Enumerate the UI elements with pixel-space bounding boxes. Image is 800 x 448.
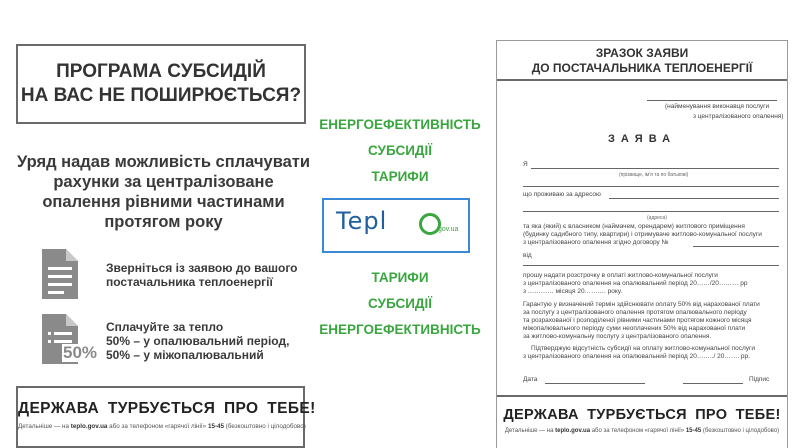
left-subtitle — [16, 152, 311, 232]
step2-line: 50% – у опалювальний період, — [106, 334, 290, 348]
name-line — [531, 168, 779, 169]
vid-label: від — [523, 252, 532, 259]
confirm-line: з централізованого опалення на опалювальний період 20……../ 20……. рр. — [523, 353, 750, 360]
center-word-bottom-3: ЕНЕРГОЕФЕКТИВНІСТЬ — [319, 322, 481, 337]
name-line-2 — [523, 186, 779, 187]
application-form-sample — [496, 40, 788, 448]
request-line: з централізованого опалення на опалювальний період 20……/20……… рр — [523, 280, 748, 287]
date-label: Дата — [523, 376, 538, 383]
form-footer-note-phone: 15-45 — [685, 428, 702, 434]
form-footer-box — [497, 395, 787, 448]
request-line: з ………… місяця 20………. року. — [523, 288, 623, 295]
form-title — [497, 41, 787, 81]
teplo-logo — [322, 198, 470, 253]
footer-note-post: (безкоштовно і цілодобово) — [225, 423, 306, 430]
recipient-hint-1: (найменування виконавця послуги — [665, 103, 770, 110]
address-line — [609, 198, 779, 199]
guarantee-line: за послугу з централізованого опалення протягом опалювального періоду — [523, 309, 747, 316]
step1-line: Зверніться із заявою до вашого — [106, 261, 298, 275]
center-word-top-1: ЕНЕРГОЕФЕКТИВНІСТЬ — [319, 117, 481, 132]
owner-line: (будинку садибного типу, квартири) і отримуваче житлово-комунальної послуги — [523, 231, 762, 238]
subtitle-line: Уряд надав можливість сплачувати — [16, 153, 311, 171]
guarantee-line: за житлово-комунальну послугу з централізованого опалення. — [523, 333, 712, 340]
step-pay — [40, 312, 310, 372]
recipient-line — [647, 100, 777, 101]
step2-line: 50% – у міжопалювальний — [106, 348, 264, 362]
form-title-line2: ДО ПОСТАЧАЛЬНИКА ТЕПЛОЕНЕРГІЇ — [531, 61, 753, 75]
recipient-hint-2: з централізованого опалення) — [693, 113, 784, 120]
guarantee-line: міжопалювального періоду суми неоплачених 50% від нарахованої плати — [523, 325, 746, 332]
address-hint: (адреса) — [647, 215, 667, 221]
percent-badge: 50% — [63, 343, 98, 362]
subtitle-line: опалення рівними частинами — [42, 193, 285, 211]
footer-note-pre: Детальніше — на — [18, 423, 70, 430]
footer-note-site[interactable]: teplo.gov.ua — [70, 423, 108, 430]
form-footer-note-site[interactable]: teplo.gov.ua — [555, 428, 591, 434]
form-title-line1: ЗРАЗОК ЗАЯВИ — [595, 46, 689, 60]
address-line-2 — [523, 211, 779, 212]
vid-line — [523, 265, 779, 266]
date-line — [545, 383, 645, 384]
address-label: що проживаю за адресою — [523, 191, 601, 198]
form-heading: ЗАЯВА — [607, 133, 677, 145]
form-footer-note-post: (безкоштовно і цілодобово) — [702, 428, 780, 434]
step-apply — [40, 247, 310, 307]
step2-line: Сплачуйте за тепло — [106, 320, 224, 334]
step1-line: постачальника теплоенергії — [106, 275, 273, 289]
owner-line: та яка (який) є власником (наймачем, орендарем) житлового приміщення — [523, 223, 745, 230]
center-word-bottom-2: СУБСИДІЇ — [367, 296, 433, 311]
center-word-bottom-1: ТАРИФИ — [371, 270, 429, 285]
center-word-top-2: СУБСИДІЇ — [367, 143, 433, 158]
form-footer-slogan: ДЕРЖАВА ТУРБУЄТЬСЯ ПРО ТЕБЕ! — [503, 407, 781, 423]
footer-note-mid: або за телефоном «гарячої лінії» — [109, 423, 207, 430]
signature-line — [683, 383, 743, 384]
owner-line: з централізованого опалення згідно договору № — [523, 239, 669, 246]
form-footer-note-pre: Детальніше — на — [504, 428, 554, 434]
left-header-line1: ПРОГРАМА СУБСИДІЙ — [56, 61, 266, 82]
footer-note — [18, 423, 306, 430]
subtitle-line: протягом року — [104, 213, 223, 231]
form-footer-note-mid: або за телефоном «гарячої лінії» — [591, 428, 685, 434]
signature-label: Підпис — [749, 376, 770, 383]
confirm-line: Підтверджую відсутність субсидії на оплату житлово-комунальної послуги — [531, 345, 755, 352]
footer-note-phone: 15-45 — [207, 423, 225, 430]
footer-slogan: ДЕРЖАВА ТУРБУЄТЬСЯ ПРО ТЕБЕ! — [18, 400, 316, 417]
guarantee-line: Гарантую у визначений термін здійснювати оплату 50% від нарахованої плати — [523, 301, 760, 308]
left-header-line2: НА ВАС НЕ ПОШИРЮЄТЬСЯ? — [20, 85, 302, 106]
form-footer-note — [497, 428, 787, 434]
logo-text: Tepl — [336, 207, 388, 235]
left-footer-box — [16, 386, 316, 448]
subtitle-line: рахунки за централізоване — [53, 173, 274, 191]
contract-number-line — [693, 246, 779, 247]
guarantee-line: та розрахованої і розподіленої рівними частинами протягом кожного місяця — [523, 317, 752, 324]
left-header-box — [16, 44, 306, 124]
document-icon — [40, 247, 80, 301]
name-hint: (прізвище, ім'я та по батькові) — [619, 172, 689, 178]
request-line: прошу надати розстрочку в оплаті житлово-комунальної послуги — [523, 272, 718, 279]
logo-domain: .gov.ua — [436, 226, 459, 233]
form-ya: Я — [523, 161, 528, 168]
center-word-top-3: ТАРИФИ — [371, 169, 429, 184]
